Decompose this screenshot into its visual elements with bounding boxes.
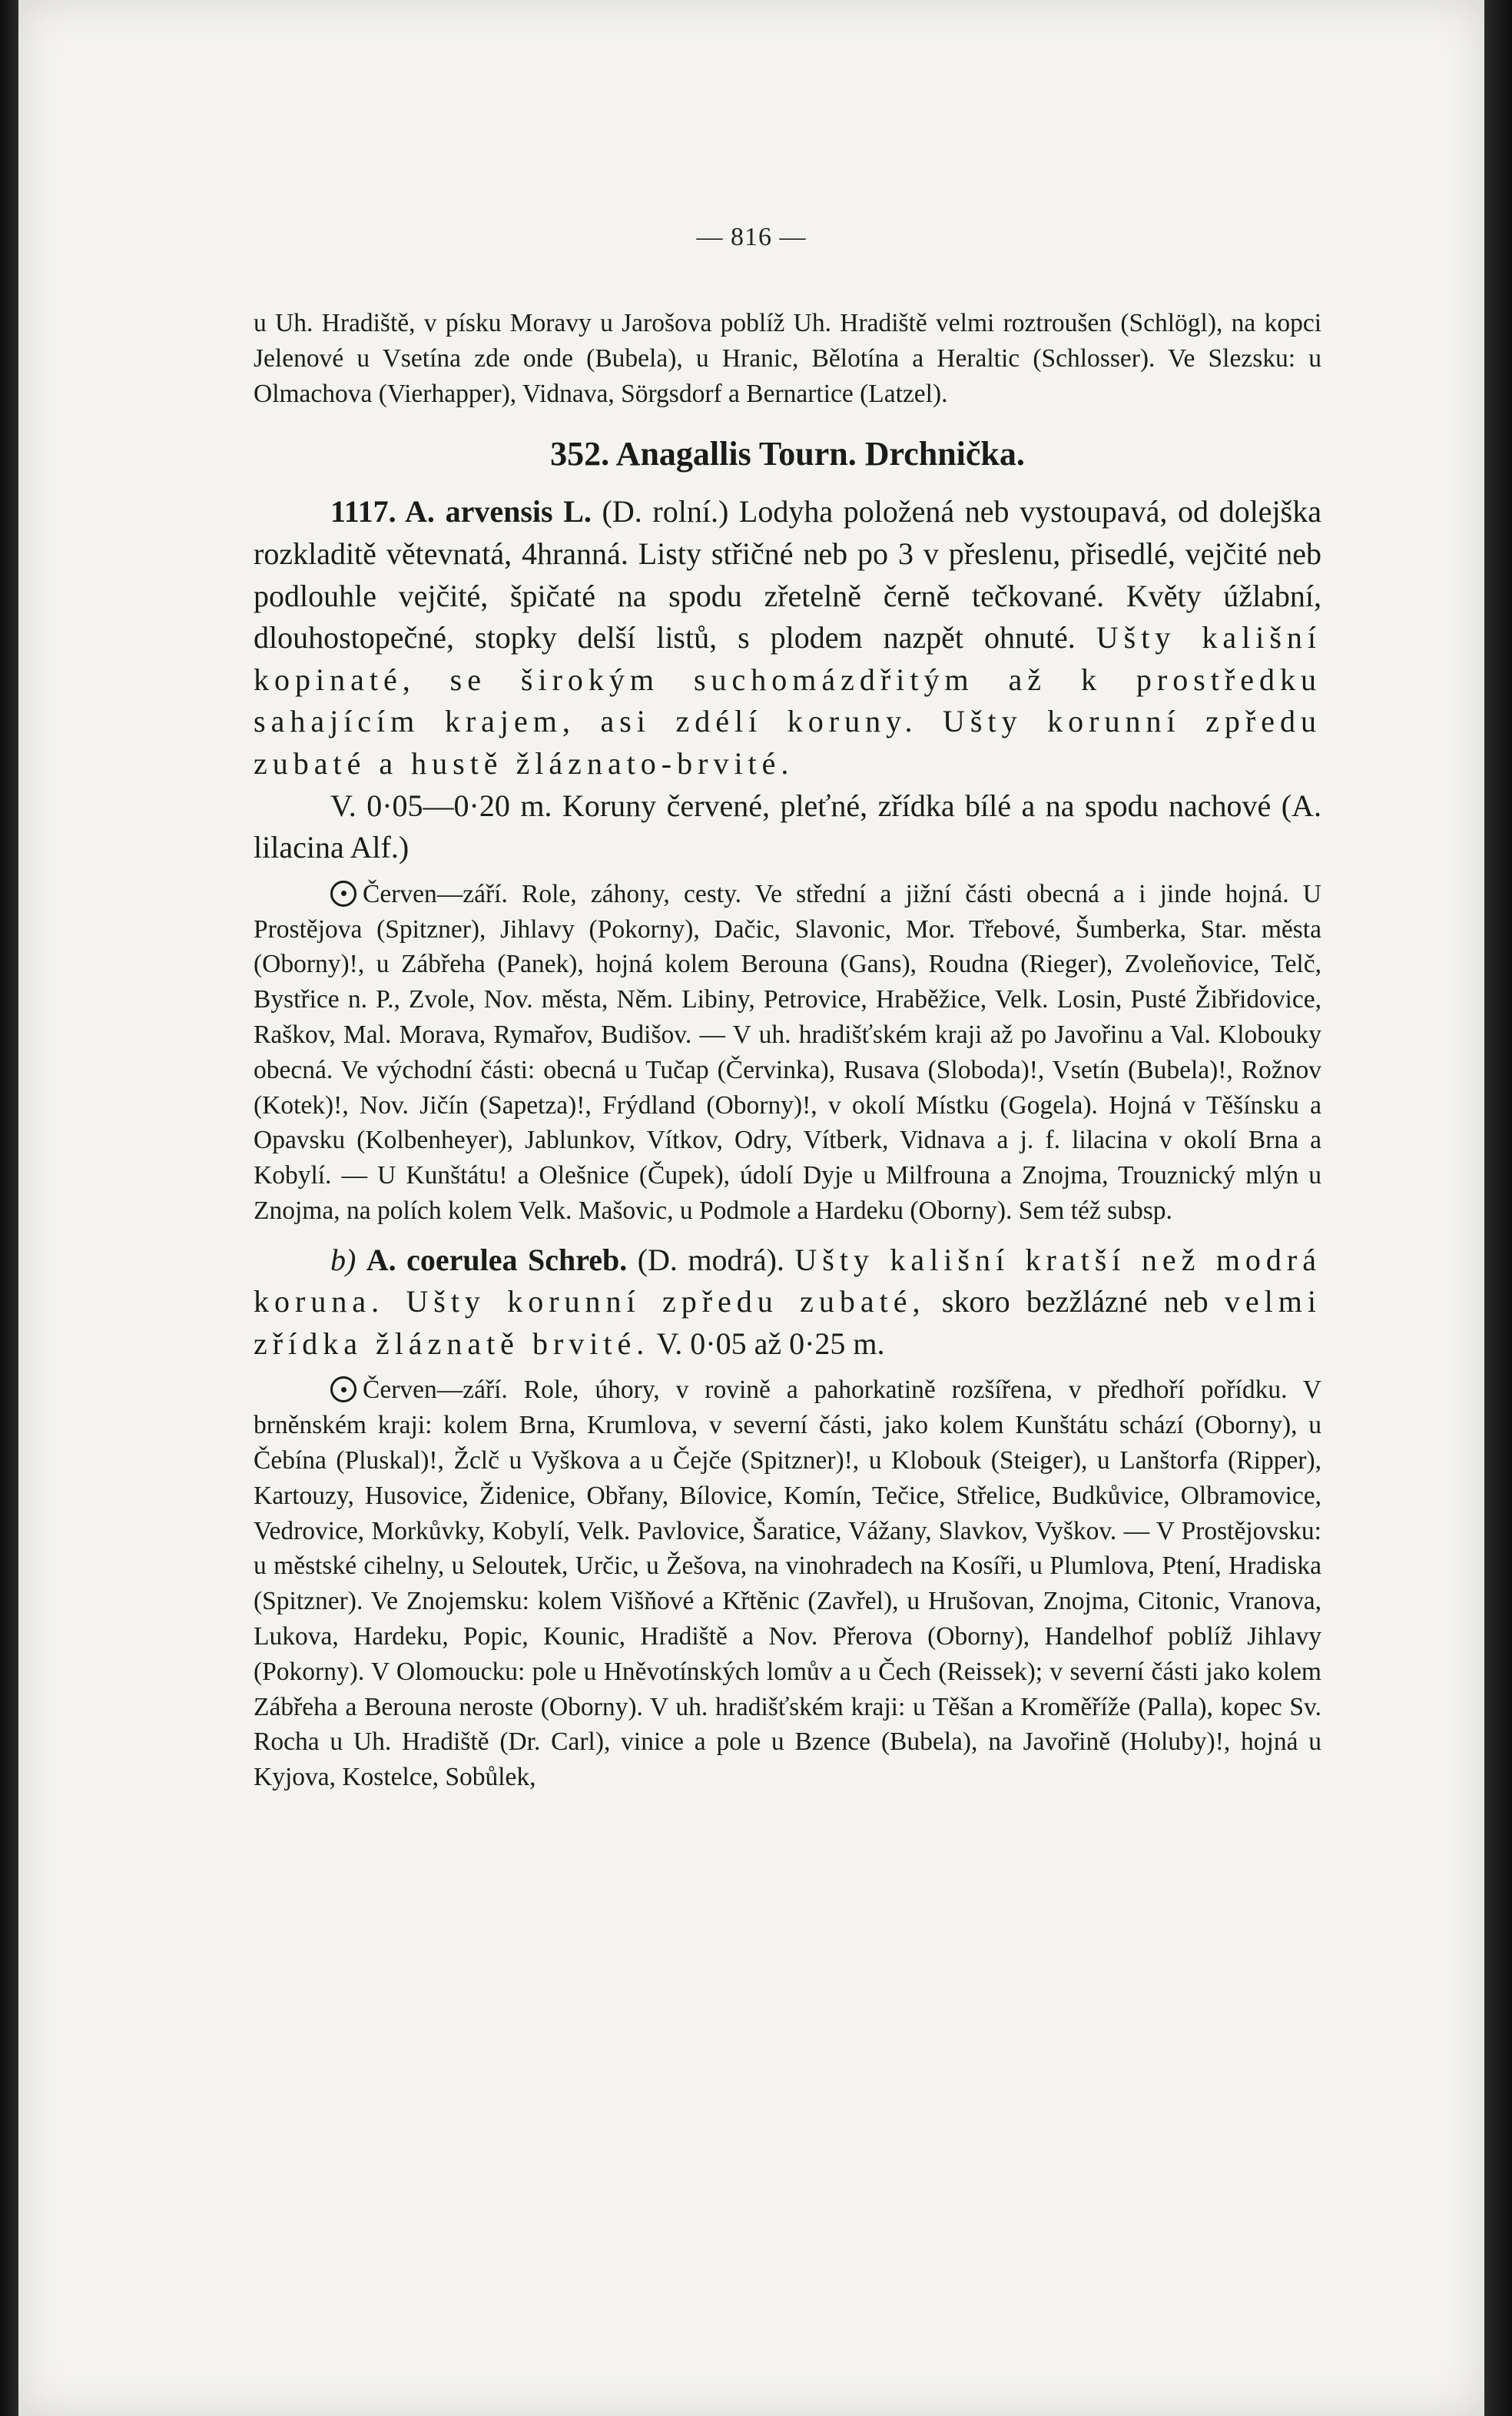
- annual-plant-icon: [330, 1376, 356, 1402]
- species-text: (D. rolní.) Lodyha položená neb vystoupavá, od dolejška rozkladitě větevnatá, 4hranná. Listy střičné neb po 3 v přeslenu, přisedlé, vejčité neb podlouhle vejčité, špičaté na spodu zřetelně černě tečkované. Květy úžlabní, dlouhostopečné, stopky delší listů, s plodem nazpět ohnuté.: [254, 494, 1321, 655]
- subspecies-name: A. coerulea Schreb.: [366, 1242, 628, 1277]
- subspecies-spaced-2: velmi zřídka žláznatě brvité.: [254, 1284, 1321, 1361]
- annual-plant-icon: [330, 881, 356, 907]
- genus-heading: 352. Anagallis Tourn. Drchnička.: [550, 435, 1025, 473]
- distribution-text: Červen—září. Role, záhony, cesty. Ve střední a jižní části obecná a i jinde hojná. U Prostějova (Spitzner), Jihlavy (Pokorny), Dačic, Slavonic, Mor. Třebové, Šumberka, Star. města (Oborny)!, u Zábřeha (Panek), hojná kolem Berouna (Gans), Roudna (Rieger), Zvoleňovice, Telč, Bystřice n. P., Zvole, Nov. města, Něm. Libiny, Petrovice, Hraběžice, Velk. Losin, Pusté Žibřidovice, Raškov, Mal. Morava, Rymařov, Budišov. — V uh. hradišťském kraji až po Javořinu a Val. Klobouky obecná. Ve východní části: obecná u Tučap (Červinka), Rusava (Slobodа)!, Vsetín (Bubela)!, Rožnov (Kotek)!, Nov. Jičín (Sapetza)!, Frýdland (Oborny)!, v okolí Místku (Gogela). Hojná v Těšínsku a Opavsku (Kolbenheyer), Jablunkov, Vítkov, Odry, Vítberk, Vidnava a j. f. lilacina v okolí Brna a Kobylí. — U Kunštátu! a Olešnice (Čupek), údolí Dyje u Milfrouna a Znojma, Trouznický mlýn u Znojma, na polích kolem Velk. Mašovic, u Podmole a Hardeku (Oborny). Sem též subsp.: [254, 879, 1321, 1225]
- subspecies-description: [254, 1240, 1321, 1366]
- paragraph-localities-continued: u Uh. Hradiště, v písku Moravy u Jarošova poblíž Uh. Hradiště velmi roztroušen (Schlögl), na kopci Jelenové u Vsetína zde onde (Bubela), u Hranic, Bělotína a Heraltic (Schlosser). Ve Slezsku: u Olmachova (Vierhapper), Vidnava, Sörgsdorf a Bernartice (Latzel).: [254, 309, 1321, 408]
- species-distribution: [254, 877, 1321, 1229]
- subspecies-common: (D. modrá).: [627, 1242, 795, 1277]
- subspecies-letter: b): [330, 1242, 356, 1277]
- subspecies-distribution-text: Červen—září. Role, úhory, v rovině a pahorkatině rozšířena, v předhoří pořídku. V brněnském kraji: kolem Brna, Krumlova, v severní části, jako kolem Kunštátu schází (Oborny), u Čebína (Pluskal)!, Žclč u Vyškova a u Čejče (Spitzner)!, u Klobouk (Steiger), u Lanštorfa (Ripper), Kartouzy, Husovice, Židenice, Obřany, Bílovice, Komín, Tečice, Střelice, Budkůvice, Olbramovice, Vedrovice, Morkůvky, Kobylí, Velk. Pavlovice, Šaratice, Vážany, Slavkov, Vyškov. — V Prostějovsku: u městské cihelny, u Seloutek, Určic, u Žešova, na vinohradech na Kosíři, u Plumlova, Ptení, Hradiska (Spitzner). Ve Znojemsku: kolem Višňové a Křtěnic (Zavřel), u Hrušovan, Znojma, Citonic, Vranova, Lukova, Hardeku, Popic, Kounic, Hradiště a Nov. Přerova (Oborny), Handelhof poblíž Jihlavy (Pokorny). V Olomoucku: pole u Hněvotínských lomův a u Čech (Reissek); v severní části jako kolem Zábřeha a Berouna neroste (Oborny). V uh. hradišťském kraji: u Těšan a Kroměříže (Palla), kopec Sv. Rocha u Uh. Hradiště (Dr. Carl), vinice a pole u Bzence (Bubela), na Javořině (Holuby)!, hojná u Kyjova, Kostelce, Sobůlek,: [254, 1376, 1321, 1792]
- species-name: 1117. A. arvensis L.: [330, 494, 592, 529]
- scan-edge-right: [1484, 0, 1512, 2416]
- subspecies-text-2: skoro bezžlázné neb: [941, 1284, 1225, 1319]
- subspecies-distribution: [254, 1372, 1321, 1795]
- subspecies-size: V. 0·05 až 0·25 m.: [649, 1326, 885, 1361]
- species-spaced-text: Ušty kališní kopinaté, se širokým suchomázdřitým až k prostředku sahajícím krajem, asi zdélí koruny. Ušty korunní zpředu zubaté a hustě žláznato-brvité.: [254, 620, 1321, 781]
- page-number: — 816 —: [696, 223, 807, 251]
- subspecies-spaced-1: Ušty kališní kratší než modrá koruna. Ušty korunní zpředu zubaté,: [254, 1242, 1322, 1319]
- page-content: [254, 306, 1321, 1795]
- species-size-line: V. 0·05—0·20 m. Koruny červené, pleťné, zřídka bílé a na spodu nachové (A. lilacina Alf.): [254, 788, 1321, 865]
- scan-edge-left: [0, 0, 18, 2416]
- species-description: [254, 491, 1321, 785]
- book-page: [18, 0, 1484, 2416]
